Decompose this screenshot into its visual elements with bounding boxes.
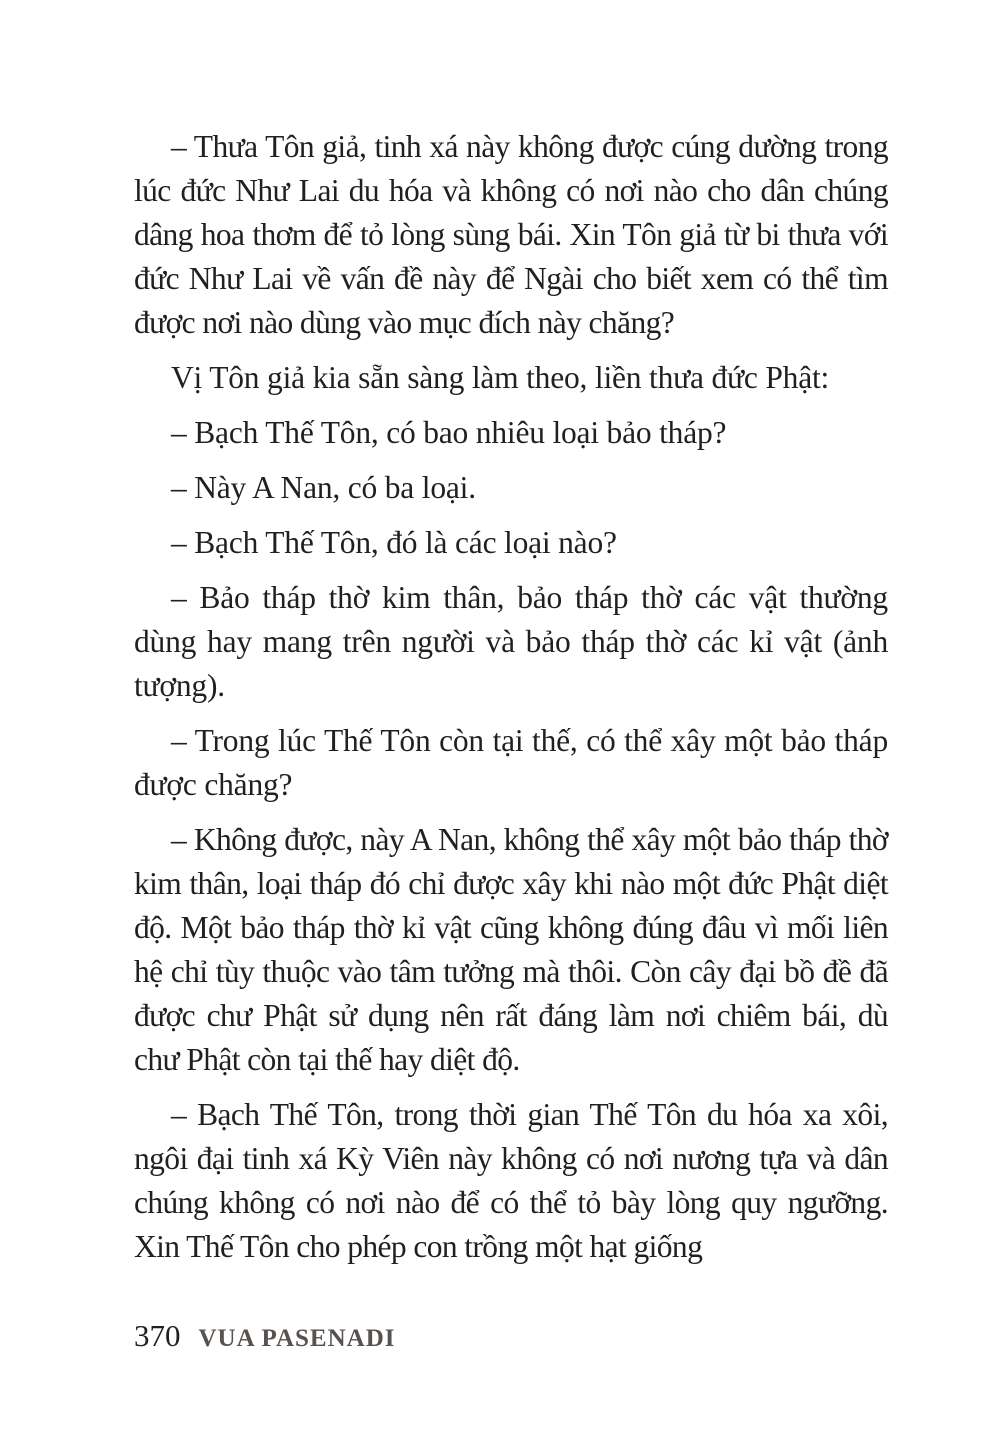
paragraph: – Bạch Thế Tôn, trong thời gian Thế Tôn du hóa xa xôi, ngôi đại tinh xá Kỳ Viên này không có nơi nương tựa và dân chúng không có nơi nào để có thể tỏ bày lòng quy ngưỡng. Xin Thế Tôn cho phép con trồng một hạt giống (134, 1097, 888, 1264)
paragraph: – Thưa Tôn giả, tinh xá này không được cúng dường trong lúc đức Như Lai du hóa và không có nơi nào cho dân chúng dâng hoa thơm để tỏ lòng sùng bái. Xin Tôn giả từ bi thưa với đức Như Lai về vấn đề này để Ngài cho biết xem có thể tìm được nơi nào dùng vào mục đích này chăng? (134, 129, 888, 340)
paragraph: Vị Tôn giả kia sẵn sàng làm theo, liền thưa đức Phật: (171, 360, 830, 395)
paragraph: – Bảo tháp thờ kim thân, bảo tháp thờ các vật thường dùng hay mang trên người và bảo tháp thờ các kỉ vật (ảnh tượng). (134, 580, 888, 703)
running-title: VUA PASENADI (198, 1325, 396, 1352)
paragraph: – Này A Nan, có ba loại. (171, 470, 476, 505)
paragraph: – Bạch Thế Tôn, đó là các loại nào? (171, 525, 617, 560)
page-body (134, 125, 888, 1280)
paragraph: – Không được, này A Nan, không thể xây một bảo tháp thờ kim thân, loại tháp đó chỉ được xây khi nào một đức Phật diệt độ. Một bảo tháp thờ kỉ vật cũng không đúng đâu vì mối liên hệ chỉ tùy thuộc vào tâm tưởng mà thôi. Còn cây đại bồ đề đã được chư Phật sử dụng nên rất đáng làm nơi chiêm bái, dù chư Phật còn tại thế hay diệt độ. (134, 822, 888, 1077)
page-number: 370 (134, 1318, 181, 1353)
paragraph: – Trong lúc Thế Tôn còn tại thế, có thể xây một bảo tháp được chăng? (134, 723, 888, 802)
page-footer (134, 1318, 395, 1354)
paragraph: – Bạch Thế Tôn, có bao nhiêu loại bảo tháp? (171, 415, 727, 450)
